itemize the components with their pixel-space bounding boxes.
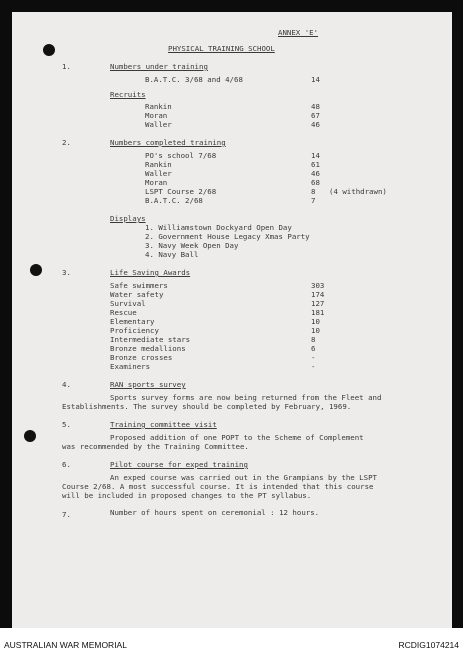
list-item: 4. Navy Ball: [145, 250, 199, 259]
list-value: 6: [311, 344, 316, 353]
list-value: 8: [311, 187, 316, 196]
awards-names: [110, 281, 190, 371]
list-value: 7: [311, 196, 316, 205]
completed-values: [311, 151, 320, 205]
list-value: 127: [311, 299, 325, 308]
withdrawn-note: (4 withdrawn): [329, 187, 387, 196]
list-item: Rankin: [145, 102, 172, 111]
batc-value: 14: [311, 75, 320, 84]
section-7-number: 7.: [62, 510, 71, 519]
section-5-heading: Training committee visit: [110, 420, 217, 429]
recruits-heading: Recruits: [110, 90, 146, 99]
list-value: 8: [311, 335, 316, 344]
list-item: 3. Navy Week Open Day: [145, 241, 239, 250]
list-item: Waller: [145, 169, 172, 178]
recruits-values: [311, 102, 320, 129]
list-item: LSPT Course 2/68: [145, 187, 217, 196]
displays-list: [145, 223, 310, 259]
section-6-line-1: An exped course was carried out in the Grampians by the LSPT: [110, 473, 377, 482]
section-5-line-1: Proposed addition of one POPT to the Scheme of Complement: [110, 433, 364, 442]
punch-hole: [24, 430, 36, 442]
archive-footer: [0, 628, 463, 653]
list-value: 61: [311, 160, 320, 169]
footer-institution: AUSTRALIAN WAR MEMORIAL: [4, 640, 127, 650]
list-value: 174: [311, 290, 325, 299]
section-3-number: 3.: [62, 268, 71, 277]
list-value: 46: [311, 120, 320, 129]
list-item: Survival: [110, 299, 146, 308]
list-value: -: [311, 353, 316, 362]
recruits-names: [145, 102, 172, 129]
list-item: Waller: [145, 120, 172, 129]
section-6-line-3: will be included in proposed changes to the PT syllabus.: [62, 491, 312, 500]
punch-hole: [30, 264, 42, 276]
section-6-line-2: Course 2/68. A most successful course. It is intended that this course: [62, 482, 374, 491]
section-5-line-2: was recommended by the Training Committee.: [62, 442, 249, 451]
section-2-heading: Numbers completed training: [110, 138, 226, 147]
punch-hole: [43, 44, 55, 56]
list-item: Moran: [145, 178, 168, 187]
list-value: 181: [311, 308, 325, 317]
list-value: 10: [311, 326, 320, 335]
section-7-text: Number of hours spent on ceremonial : 12 hours.: [110, 508, 320, 517]
document-title: PHYSICAL TRAINING SCHOOL: [168, 44, 275, 53]
list-item: Moran: [145, 111, 168, 120]
section-6-heading: Pilot course for exped training: [110, 460, 248, 469]
list-item: Water safety: [110, 290, 164, 299]
list-value: 303: [311, 281, 325, 290]
displays-heading: Displays: [110, 214, 146, 223]
list-item: Safe swimmers: [110, 281, 168, 290]
section-4-heading: RAN sports survey: [110, 380, 186, 389]
footer-record-id: RCDIG1074214: [398, 640, 459, 650]
list-item: Examiners: [110, 362, 151, 371]
annex-label: ANNEX 'E': [278, 28, 319, 37]
list-value: -: [311, 362, 316, 371]
awards-values: [311, 281, 324, 371]
list-item: Bronze medallions: [110, 344, 186, 353]
list-value: 14: [311, 151, 320, 160]
list-value: 67: [311, 111, 320, 120]
list-value: 68: [311, 178, 320, 187]
list-item: PO's school 7/68: [145, 151, 217, 160]
list-item: Rankin: [145, 160, 172, 169]
list-item: B.A.T.C. 2/68: [145, 196, 203, 205]
list-item: Proficiency: [110, 326, 159, 335]
list-item: 2. Government House Legacy Xmas Party: [145, 232, 310, 241]
list-value: 48: [311, 102, 320, 111]
section-4-line-2: Establishments. The survey should be completed by February, 1969.: [62, 402, 352, 411]
section-2-number: 2.: [62, 138, 71, 147]
list-value: 46: [311, 169, 320, 178]
section-1-heading: Numbers under training: [110, 62, 208, 71]
list-item: Intermediate stars: [110, 335, 191, 344]
section-3-heading: Life Saving Awards: [110, 268, 191, 277]
list-item: Rescue: [110, 308, 137, 317]
completed-names: [145, 151, 216, 205]
section-4-line-1: Sports survey forms are now being returned from the Fleet and: [110, 393, 382, 402]
section-1-number: 1.: [62, 62, 71, 71]
section-6-number: 6.: [62, 460, 71, 469]
list-item: Elementary: [110, 317, 155, 326]
list-item: Bronze crosses: [110, 353, 173, 362]
document-page: [12, 12, 452, 628]
list-value: 10: [311, 317, 320, 326]
list-item: 1. Williamstown Dockyard Open Day: [145, 223, 292, 232]
batc-label: B.A.T.C. 3/68 and 4/68: [145, 75, 243, 84]
section-5-number: 5.: [62, 420, 71, 429]
section-4-number: 4.: [62, 380, 71, 389]
